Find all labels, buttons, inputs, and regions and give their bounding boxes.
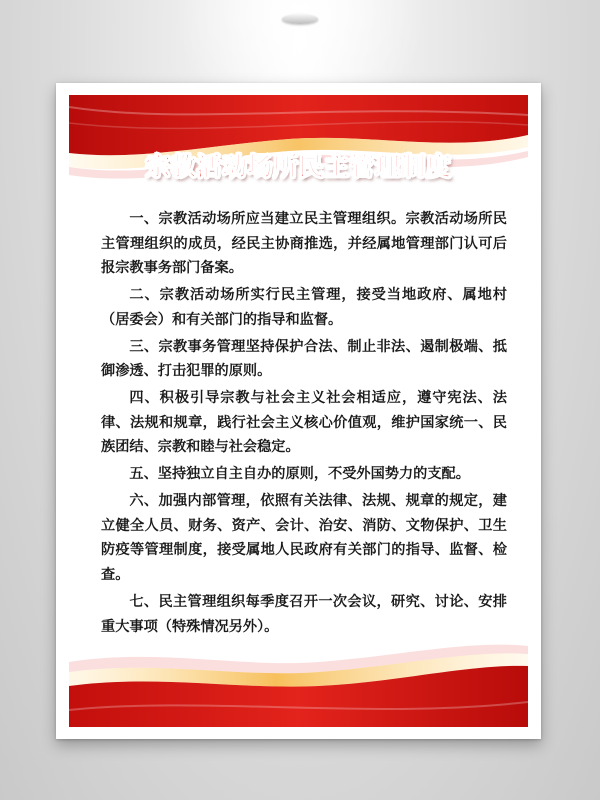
- regulation-item-1: 一、宗教活动场所应当建立民主管理组织。宗教活动场所民主管理组织的成员，经民主协商推选，并经属地管理部门认可后报宗教事务部门备案。: [101, 211, 507, 276]
- poster-frame: [69, 95, 528, 727]
- poster-title: 宗教活动场所民主管理制度: [145, 152, 452, 181]
- spotlight-lamp: [282, 14, 318, 24]
- regulation-item-2: 二、宗教活动场所实行民主管理，接受当地政府、属地村（居委会）和有关部门的指导和监督。: [101, 287, 507, 328]
- footer-wave-decoration: [69, 632, 528, 727]
- regulation-item-5: 五、坚持独立自主自办的原则，不受外国势力的支配。: [129, 466, 470, 483]
- regulation-item-4: 四、积极引导宗教与社会主义社会相适应，遵守宪法、法律、法规和规章，践行社会主义核心价值观，维护国家统一、民族团结、宗教和睦与社会稳定。: [101, 390, 507, 456]
- regulation-item-7: 七、民主管理组织每季度召开一次会议，研究、讨论、安排重大事项（特殊情况另外）。: [101, 594, 507, 635]
- regulation-body: [101, 207, 507, 642]
- regulation-item-3: 三、宗教事务管理坚持保护合法、制止非法、遏制极端、抵御渗透、打击犯罪的原则。: [101, 338, 507, 380]
- poster-board: [56, 83, 541, 739]
- regulation-item-6: 六、加强内部管理，依照有关法律、法规、规章的规定，建立健全人员、财务、资产、会计、治安、消防、文物保护、卫生防疫等管理制度，接受属地人民政府有关部门的指导、监督、检查。: [101, 493, 507, 583]
